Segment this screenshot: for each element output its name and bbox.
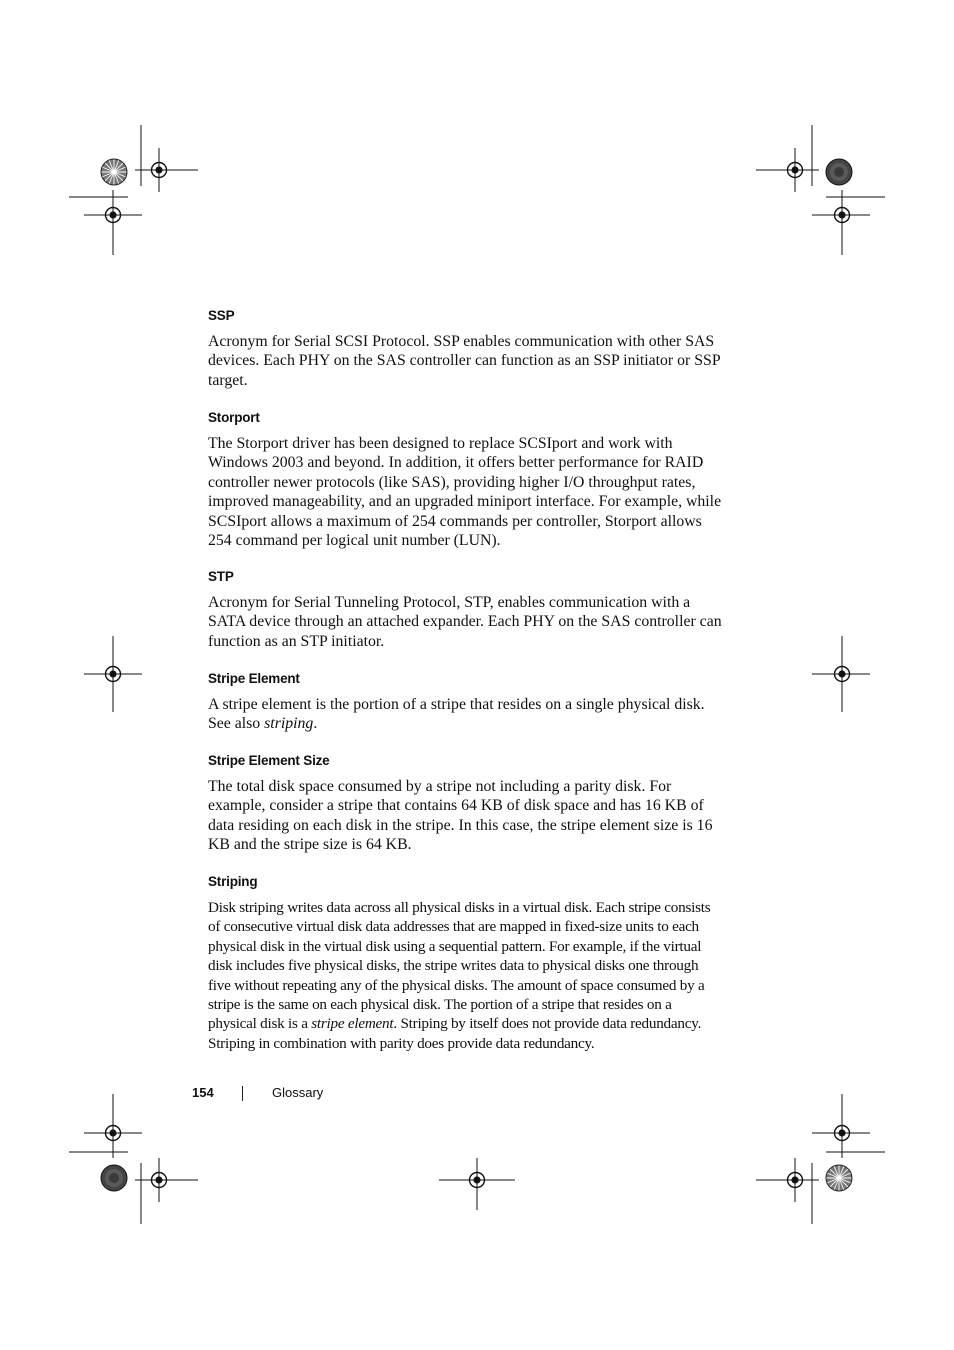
definition-text-end: .: [313, 715, 318, 733]
italic-term: stripe element: [311, 1015, 394, 1033]
term-definition: The Storport driver has been designed to replace SCSIport and work with Windows 2003 and beyond. In addition, it offers better performance for RAID controller newer protocols (like SAS), providing higher I/O throughput rates, improved manageability, and an upgraded miniport interface. For example, while SCSIport allows a maximum of 254 commands per controller, Storport allows 254 command per logical unit number (LUN).: [208, 435, 722, 550]
term-definition: Acronym for Serial SCSI Protocol. SSP enables communication with other SAS devices. Each PHY on the SAS controller can function as an SSP initiator or SSP target.: [208, 333, 721, 389]
term-heading: Striping: [208, 874, 258, 889]
glossary-entry-stp: [208, 568, 722, 651]
term-definition: [208, 898, 722, 1053]
cross-reference: striping: [264, 715, 314, 733]
footer-divider: [242, 1086, 243, 1101]
term-heading: Stripe Element Size: [208, 753, 330, 768]
section-name: Glossary: [272, 1085, 324, 1100]
term-definition: The total disk space consumed by a stripe not including a parity disk. For example, consider a stripe that contains 64 KB of disk space and has 16 KB of data residing on each disk in the stripe. In this case, the stripe element size is 16 KB and the stripe size is 64 KB.: [208, 778, 713, 854]
term-heading: Storport: [208, 410, 260, 425]
term-heading: Stripe Element: [208, 671, 300, 686]
definition-text: Disk striping writes data across all physical disks in a virtual disk. Each stripe consists of consecutive virtual disk data addresses that are mapped in fixed-size units to each physical disk in the virtual disk using a sequential pattern. For example, if the virtual disk includes five physical disks, the stripe writes data to physical disks one through five without repeating any of the physical disks. The amount of space consumed by a stripe is the same on each physical disk. The portion of a stripe that resides on a physical disk is a: [208, 899, 711, 1033]
page-number: 154: [192, 1085, 214, 1100]
glossary-entry-storport: [208, 409, 722, 550]
term-heading: STP: [208, 569, 234, 584]
term-definition: Acronym for Serial Tunneling Protocol, STP, enables communication with a SATA device through an attached expander. Each PHY on the SAS controller can function as an STP initiator.: [208, 594, 722, 650]
definition-text: A stripe element is the portion of a stripe that resides on a single physical disk. See also: [208, 696, 705, 733]
glossary-entry-striping: [208, 873, 722, 1053]
glossary-entry-stripe-element-size: [208, 752, 722, 855]
glossary-entry-stripe-element: [208, 670, 722, 734]
definition-text-end: . Striping by itself does not provide data redundancy. Striping in combination with parity does provide data redundancy.: [208, 1015, 702, 1052]
glossary-entry-ssp: [208, 307, 722, 390]
term-heading: SSP: [208, 308, 235, 323]
term-definition: [208, 695, 722, 734]
